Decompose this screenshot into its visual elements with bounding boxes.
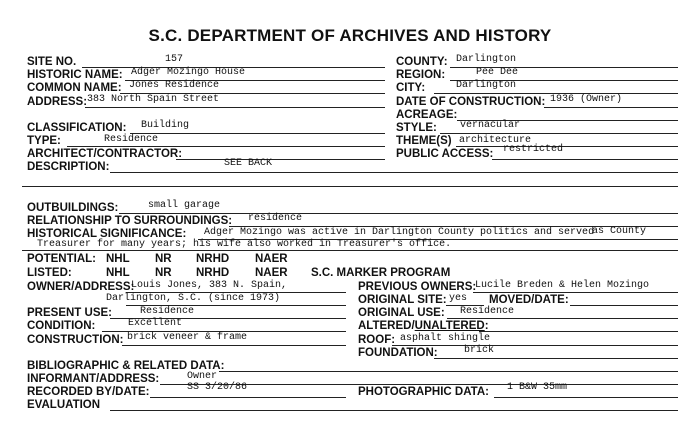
address-value: 383 North Spain Street xyxy=(87,94,220,105)
recorded-by-line xyxy=(150,397,346,398)
public-access-line xyxy=(492,159,678,160)
site-no-label: SITE NO. xyxy=(27,56,77,68)
potential-nr: NR xyxy=(155,253,172,265)
form-title: S.C. DEPARTMENT OF ARCHIVES AND HISTORY xyxy=(148,26,552,45)
outbuildings-line xyxy=(119,213,678,214)
previous-owners-label: PREVIOUS OWNERS: xyxy=(358,281,477,293)
roof-label: ROOF: xyxy=(358,334,396,346)
type-line xyxy=(67,146,385,147)
historical-significance-line-2 xyxy=(22,250,678,251)
recorded-by-label: RECORDED BY/DATE: xyxy=(27,386,150,398)
classification-value: Building xyxy=(141,120,190,131)
county-label: COUNTY: xyxy=(396,56,448,68)
original-use-value: Residence xyxy=(460,306,515,317)
historical-significance-value-1: Adger Mozingo was active in Darlington County politics and served xyxy=(204,227,595,238)
potential-nhl: NHL xyxy=(106,253,130,265)
altered-unaltered-label xyxy=(358,320,489,333)
unaltered-text: UNALTERED xyxy=(414,320,485,332)
historic-name-label: HISTORIC NAME: xyxy=(27,69,123,81)
classification-line xyxy=(130,133,385,134)
themes-line xyxy=(456,146,678,147)
informant-label: INFORMANT/ADDRESS: xyxy=(27,373,160,385)
roof-line xyxy=(392,345,678,346)
relationship-label: RELATIONSHIP TO SURROUNDINGS: xyxy=(27,215,233,227)
altered-text: ALTERED/ xyxy=(358,320,415,332)
potential-nrhd: NRHD xyxy=(196,253,230,265)
marker-program-label: S.C. MARKER PROGRAM xyxy=(311,267,451,279)
listed-nr: NR xyxy=(155,267,172,279)
photographic-value: 1 B&W 35mm xyxy=(507,382,568,393)
previous-owners-line xyxy=(473,292,678,293)
classification-label: CLASSIFICATION: xyxy=(27,122,127,134)
owner-address-value-2: Darlington, S.C. (since 1973) xyxy=(106,293,281,304)
county-value: Darlington xyxy=(456,54,517,65)
informant-value: Owner xyxy=(187,371,218,382)
outbuildings-value: small garage xyxy=(148,200,221,211)
themes-value: architecture xyxy=(459,135,532,146)
foundation-label: FOUNDATION: xyxy=(358,347,438,359)
listed-nrhd: NRHD xyxy=(196,267,230,279)
moved-date-label: MOVED/DATE: xyxy=(489,294,569,306)
type-value: Residence xyxy=(104,134,159,145)
original-site-value: yes xyxy=(449,293,468,304)
owner-address-value-1: Louis Jones, 383 N. Spain, xyxy=(131,280,288,291)
bibliographic-label: BIBLIOGRAPHIC & RELATED DATA: xyxy=(27,360,225,372)
common-name-label: COMMON NAME: xyxy=(27,82,122,94)
recorded-by-value: SS 3/20/86 xyxy=(187,382,248,393)
present-use-label: PRESENT USE: xyxy=(27,307,112,319)
date-of-construction-value: 1936 (Owner) xyxy=(550,94,623,105)
type-label: TYPE: xyxy=(27,135,61,147)
evaluation-line xyxy=(110,410,678,411)
condition-label: CONDITION: xyxy=(27,320,96,332)
style-value: vernacular xyxy=(460,120,521,131)
city-label: CITY: xyxy=(396,82,426,94)
historical-significance-value-2: Treasurer for many years; his wife also worked in Treasurer's office. xyxy=(37,239,452,250)
common-name-value: Jones Residence xyxy=(129,80,220,91)
listed-nhl: NHL xyxy=(106,267,130,279)
description-value: SEE BACK xyxy=(224,158,273,169)
public-access-label: PUBLIC ACCESS: xyxy=(396,148,494,160)
historical-significance-value-1b: as County xyxy=(592,226,647,237)
acreage-label: ACREAGE: xyxy=(396,109,458,121)
altered-line xyxy=(479,331,678,332)
architect-line xyxy=(176,159,385,160)
construction-line xyxy=(122,345,346,346)
date-of-construction-line xyxy=(544,107,678,108)
region-value: Pee Dee xyxy=(476,67,519,78)
potential-naer: NAER xyxy=(255,253,288,265)
foundation-line xyxy=(434,358,678,359)
photographic-label: PHOTOGRAPHIC DATA: xyxy=(358,386,489,398)
previous-owners-value: Lucile Breden & Helen Mozingo xyxy=(475,280,650,291)
city-value: Darlington xyxy=(456,80,517,91)
owner-address-label: OWNER/ADDRESS: xyxy=(27,281,135,293)
style-line xyxy=(440,133,678,134)
potential-label: POTENTIAL: xyxy=(27,253,96,265)
evaluation-label: EVALUATION xyxy=(27,399,101,411)
style-label: STYLE: xyxy=(396,122,437,134)
address-label: ADDRESS: xyxy=(27,96,88,108)
description-label: DESCRIPTION: xyxy=(27,161,110,173)
altered-colon: : xyxy=(484,320,489,332)
address-line xyxy=(85,107,385,108)
historic-name-value: Adger Mozingo House xyxy=(131,67,246,78)
foundation-value: brick xyxy=(464,345,495,356)
listed-label: LISTED: xyxy=(27,267,72,279)
themes-label: THEME(S) xyxy=(396,135,452,147)
construction-label: CONSTRUCTION: xyxy=(27,334,124,346)
photographic-line xyxy=(494,397,678,398)
historical-significance-label: HISTORICAL SIGNIFICANCE: xyxy=(27,228,187,240)
construction-value: brick veneer & frame xyxy=(127,332,248,343)
public-access-value: restricted xyxy=(503,144,564,155)
region-label: REGION: xyxy=(396,69,446,81)
architect-label: ARCHITECT/CONTRACTOR: xyxy=(27,148,183,160)
relationship-value: residence xyxy=(248,213,303,224)
condition-value: Excellent xyxy=(128,318,183,329)
description-line xyxy=(110,172,678,173)
present-use-value: Residence xyxy=(140,306,195,317)
original-site-label: ORIGINAL SITE: xyxy=(358,294,447,306)
original-use-label: ORIGINAL USE: xyxy=(358,307,445,319)
outbuildings-label: OUTBUILDINGS: xyxy=(27,202,119,214)
roof-value: asphalt shingle xyxy=(400,333,491,344)
date-of-construction-label: DATE OF CONSTRUCTION: xyxy=(396,96,546,108)
moved-date-line xyxy=(570,305,678,306)
site-no-value: 157 xyxy=(165,54,184,65)
bibliographic-line xyxy=(219,371,678,372)
description-line-2 xyxy=(22,186,678,187)
original-use-line xyxy=(447,318,678,319)
listed-naer: NAER xyxy=(255,267,288,279)
